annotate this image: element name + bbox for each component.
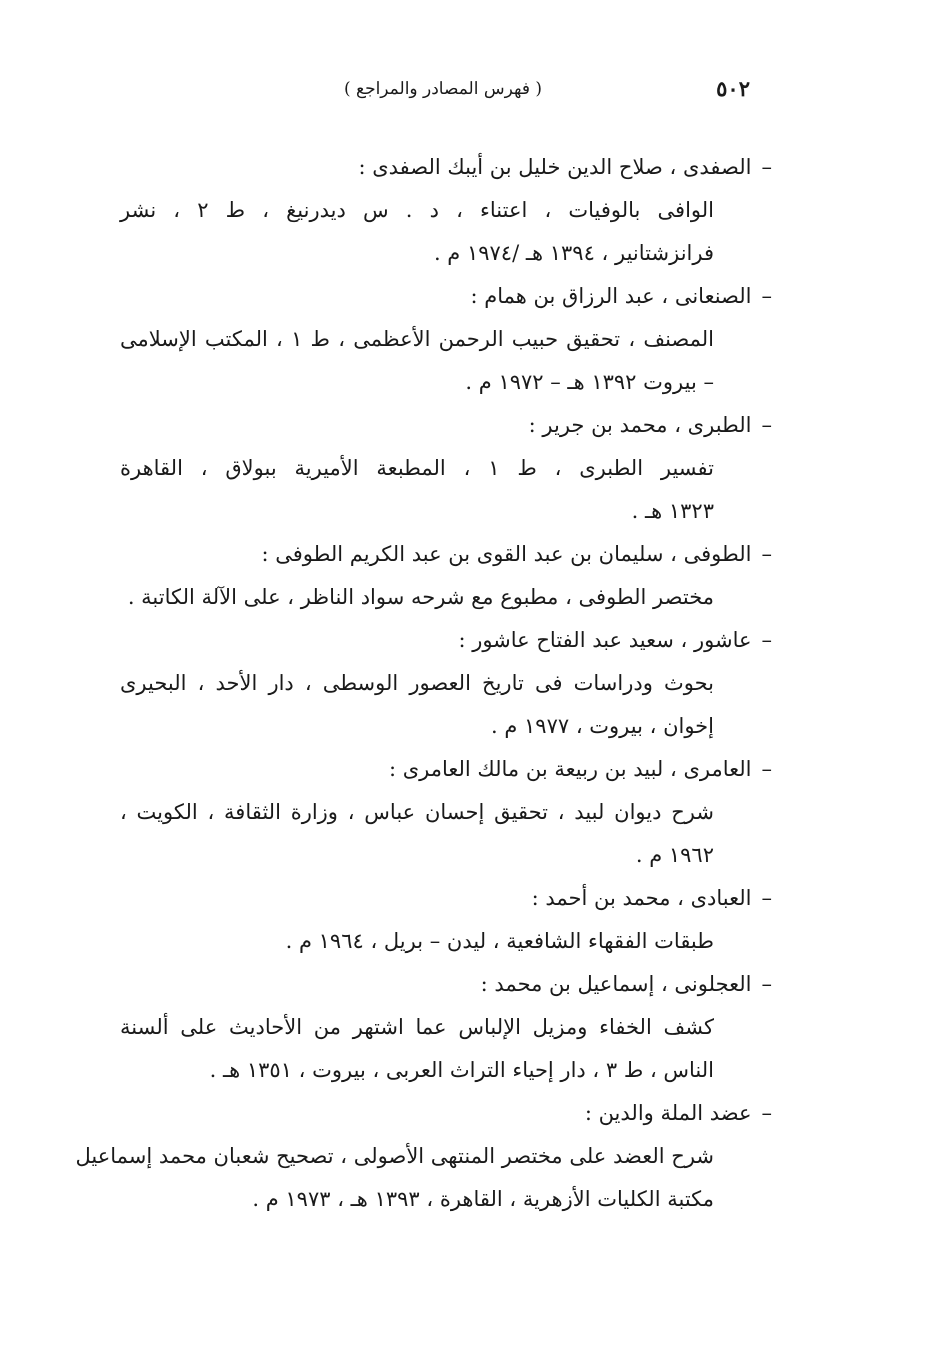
- author-name: عضد الملة والدين :: [584, 1101, 752, 1125]
- bibliography-entry: [120, 404, 772, 533]
- entry-dash: –: [761, 628, 772, 652]
- work-line: بحوث ودراسات فى تاريخ العصور الوسطى ، دار الأحد ، البحيرى: [120, 671, 714, 695]
- entry-dash: –: [761, 542, 772, 566]
- entry-dash: –: [761, 886, 772, 910]
- entry-work: [120, 920, 772, 963]
- author-name: الصفدى ، صلاح الدين خليل بن أيبك الصفدى :: [358, 155, 752, 179]
- author-name: العبادى ، محمد بن أحمد :: [531, 886, 752, 910]
- bibliography-entry: [120, 275, 772, 404]
- work-line: الوافى بالوفيات ، اعتناء ، د . س ديدرنيغ ، ط ٢ ، نشر: [120, 198, 714, 222]
- entry-work: [75, 1135, 772, 1221]
- bibliography-entry: [120, 619, 772, 748]
- entry-dash: –: [761, 757, 772, 781]
- work-line: كشف الخفاء ومزيل الإلباس عما اشتهر من الأحاديث على ألسنة: [120, 1015, 714, 1039]
- entry-work: [120, 662, 772, 748]
- entry-author: [120, 533, 772, 576]
- work-line: – بيروت ١٣٩٢ هـ – ١٩٧٢ م .: [465, 370, 714, 394]
- author-name: الصنعانى ، عبد الرزاق بن همام :: [470, 284, 752, 308]
- page-header: [120, 76, 760, 106]
- work-line: تفسير الطبرى ، ط ١ ، المطبعة الأميرية ببولاق ، القاهرة: [120, 456, 714, 480]
- work-line: فرانزشتانير ، ١٣٩٤ هـ /١٩٧٤ م .: [433, 241, 714, 265]
- entry-work: [120, 791, 772, 877]
- bibliography-entry: [120, 877, 772, 963]
- bibliography-entry: [75, 1092, 772, 1221]
- author-name: الطبرى ، محمد بن جرير :: [528, 413, 752, 437]
- entry-author: [120, 275, 772, 318]
- work-line: المصنف ، تحقيق حبيب الرحمن الأعظمى ، ط ١ ، المكتب الإسلامى: [120, 327, 715, 351]
- work-line: ١٣٢٣ هـ .: [631, 499, 714, 523]
- work-line: شرح العضد على مختصر المنتهى الأصولى ، تصحيح شعبان محمد إسماعيل: [75, 1144, 714, 1168]
- bibliography-entry: [120, 146, 772, 275]
- work-line: شرح ديوان لبيد ، تحقيق إحسان عباس ، وزارة الثقافة ، الكويت ،: [120, 800, 714, 824]
- page-number: ٥٠٢: [716, 76, 750, 101]
- entry-dash: –: [761, 413, 772, 437]
- entry-work: [120, 576, 772, 619]
- work-line: مكتبة الكليات الأزهرية ، القاهرة ، ١٣٩٣ هـ ، ١٩٧٣ م .: [252, 1187, 714, 1211]
- bibliography-entry: [120, 748, 772, 877]
- entry-dash: –: [761, 1101, 772, 1125]
- entry-work: [120, 447, 772, 533]
- entry-author: [120, 404, 772, 447]
- bibliography-entry: [120, 533, 772, 619]
- entry-work: [120, 189, 772, 275]
- entry-author: [120, 963, 772, 1006]
- author-name: عاشور ، سعيد عبد الفتاح عاشور :: [458, 628, 752, 652]
- running-title: ( فهرس المصادر والمراجع ): [343, 79, 542, 99]
- bibliography-entry: [120, 963, 772, 1092]
- work-line: الناس ، ط ٣ ، دار إحياء التراث العربى ، بيروت ، ١٣٥١ هـ .: [209, 1058, 714, 1082]
- entry-dash: –: [761, 972, 772, 996]
- bibliography-list: [75, 146, 772, 1221]
- entry-work: [120, 318, 772, 404]
- entry-work: [120, 1006, 772, 1092]
- entry-author: [120, 1092, 772, 1135]
- entry-dash: –: [761, 155, 772, 179]
- author-name: الطوفى ، سليمان بن عبد القوى بن عبد الكريم الطوفى :: [261, 542, 752, 566]
- work-line: ١٩٦٢ م .: [635, 843, 714, 867]
- work-line: مختصر الطوفى ، مطبوع مع شرحه سواد الناظر ، على الآلة الكاتبة .: [127, 585, 714, 609]
- author-name: العامرى ، لبيد بن ربيعة بن مالك العامرى :: [388, 757, 752, 781]
- work-line: طبقات الفقهاء الشافعية ، ليدن – بريل ، ١٩٦٤ م .: [285, 929, 714, 953]
- author-name: العجلونى ، إسماعيل بن محمد :: [480, 972, 752, 996]
- entry-author: [120, 877, 772, 920]
- work-line: إخوان ، بيروت ، ١٩٧٧ م .: [490, 714, 714, 738]
- entry-dash: –: [761, 284, 772, 308]
- entry-author: [120, 748, 772, 791]
- entry-author: [120, 146, 772, 189]
- entry-author: [120, 619, 772, 662]
